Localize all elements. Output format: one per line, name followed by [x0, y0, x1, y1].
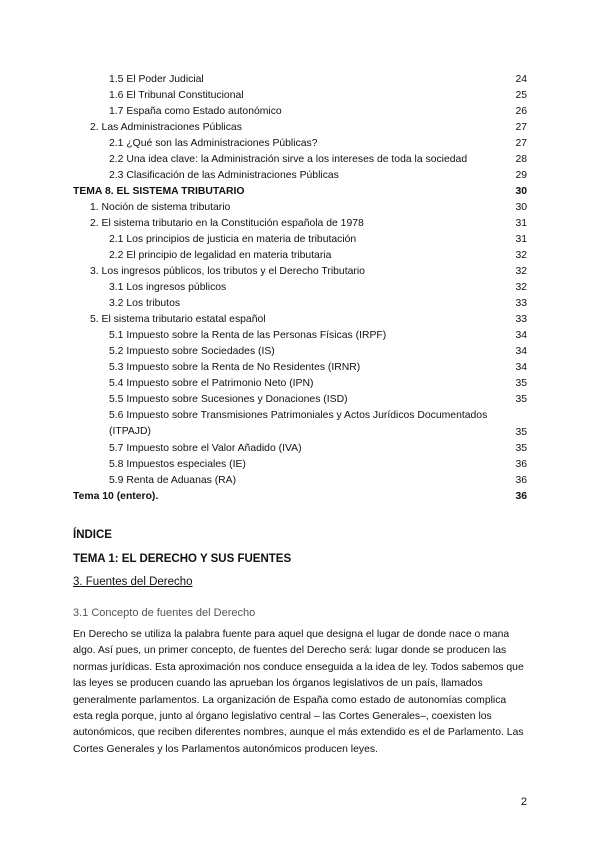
toc-entry-title: 3. Los ingresos públicos, los tributos y el Derecho Tributario	[90, 266, 365, 277]
toc-entry-page: 36	[515, 491, 527, 502]
toc-entry-title: 5.8 Impuestos especiales (IE)	[109, 459, 246, 470]
table-of-contents	[73, 72, 527, 505]
toc-entry	[73, 136, 527, 152]
toc-entry-title: 2.2 Una idea clave: la Administración sirve a los intereses de toda la sociedad	[109, 154, 468, 165]
toc-entry-page: 27	[515, 138, 527, 149]
toc-entry	[73, 360, 527, 376]
toc-entry	[73, 441, 527, 457]
toc-entry-title: 2.1 Los principios de justicia en materia de tributación	[109, 234, 357, 245]
toc-entry-title: 3.2 Los tributos	[109, 298, 181, 309]
toc-entry-page: 32	[515, 266, 527, 277]
toc-entry-page: 31	[515, 218, 527, 229]
toc-entry	[73, 168, 527, 184]
page-number: 2	[520, 796, 527, 808]
toc-entry-page: 34	[515, 362, 527, 373]
toc-entry-title: 5.7 Impuesto sobre el Valor Añadido (IVA)	[109, 443, 302, 454]
toc-entry-page: 25	[515, 90, 527, 101]
toc-entry	[73, 457, 527, 473]
toc-entry-title: 1.7 España como Estado autonómico	[109, 106, 282, 117]
toc-entry-title: 2. Las Administraciones Públicas	[90, 122, 242, 133]
toc-entry	[73, 392, 527, 408]
toc-entry-title: 2. El sistema tributario en la Constitución española de 1978	[90, 218, 364, 229]
toc-entry-title: 2.1 ¿Qué son las Administraciones Públicas?	[109, 138, 318, 149]
index-heading: ÍNDICE	[73, 529, 112, 541]
section-heading: 3. Fuentes del Derecho	[73, 576, 193, 588]
toc-entry-page: 33	[515, 298, 527, 309]
toc-entry	[73, 312, 527, 328]
toc-entry	[73, 408, 527, 441]
toc-entry	[73, 232, 527, 248]
toc-entry-page: 36	[515, 475, 527, 486]
toc-entry-title: 5.5 Impuesto sobre Sucesiones y Donaciones (ISD)	[109, 394, 348, 405]
toc-entry	[73, 248, 527, 264]
toc-entry	[73, 344, 527, 360]
toc-entry	[73, 104, 527, 120]
toc-entry-page: 28	[515, 154, 527, 165]
toc-entry-page: 27	[515, 122, 527, 133]
toc-entry	[73, 184, 527, 200]
toc-entry-page: 31	[515, 234, 527, 245]
toc-entry	[73, 489, 527, 505]
toc-entry-page: 35	[515, 394, 527, 405]
body-paragraph: En Derecho se utiliza la palabra fuente para aquel que designa el lugar de donde nace o mana algo. Así pues, un primer concepto, de fuentes del Derecho será: lugar donde se producen las normas jurídicas. Esta aproximación nos conduce enseguida a la idea de ley. Todos sabemos que las leyes se producen cuando las aprueban los órganos legislativos de un país, llamados generalmente parlamentos. La organización de España como estado de autonomías complica esta regla porque, junto al órgano legislativo central – las Cortes Generales–, coexisten los autonómicos, que reciben diferentes nombres, aunque el más extendido es el de Parlamento. Las Cortes Generales y los Parlamentos autonómicos producen leyes.	[73, 629, 524, 755]
toc-entry-title: Tema 10 (entero).	[73, 491, 159, 502]
toc-entry-page: 24	[515, 74, 527, 85]
toc-entry-title: TEMA 8. EL SISTEMA TRIBUTARIO	[73, 186, 245, 197]
toc-entry-title: 5.9 Renta de Aduanas (RA)	[109, 475, 237, 486]
toc-entry	[73, 216, 527, 232]
toc-entry-page: 26	[515, 106, 527, 117]
toc-entry-title: 5.4 Impuesto sobre el Patrimonio Neto (IPN)	[109, 378, 314, 389]
toc-entry-title: 1.5 El Poder Judicial	[109, 74, 204, 85]
toc-entry-page: 35	[515, 427, 527, 438]
toc-entry-page: 36	[515, 459, 527, 470]
toc-entry-title: 5.2 Impuesto sobre Sociedades (IS)	[109, 346, 275, 357]
toc-entry-page: 34	[515, 330, 527, 341]
toc-entry-title: 5.6 Impuesto sobre Transmisiones Patrimoniales y Actos Jurídicos Documentados (ITPAJD)	[109, 410, 488, 437]
toc-entry	[73, 72, 527, 88]
toc-entry-title: 5.1 Impuesto sobre la Renta de las Personas Físicas (IRPF)	[109, 330, 387, 341]
toc-entry-title: 5.3 Impuesto sobre la Renta de No Residentes (IRNR)	[109, 362, 361, 373]
toc-entry	[73, 473, 527, 489]
toc-entry-page: 32	[515, 250, 527, 261]
toc-entry-title: 1.6 El Tribunal Constitucional	[109, 90, 244, 101]
tema-heading: TEMA 1: EL DERECHO Y SUS FUENTES	[73, 553, 292, 565]
toc-entry	[73, 280, 527, 296]
toc-entry	[73, 328, 527, 344]
toc-entry	[73, 376, 527, 392]
toc-entry	[73, 152, 527, 168]
toc-entry-title: 3.1 Los ingresos públicos	[109, 282, 227, 293]
toc-entry	[73, 88, 527, 104]
subsection-heading: 3.1 Concepto de fuentes del Derecho	[73, 607, 256, 619]
toc-entry	[73, 264, 527, 280]
toc-entry	[73, 296, 527, 312]
toc-entry-title: 1. Noción de sistema tributario	[90, 202, 231, 213]
toc-entry-page: 32	[515, 282, 527, 293]
toc-entry-page: 33	[515, 314, 527, 325]
toc-entry-page: 30	[515, 202, 527, 213]
toc-entry-title: 2.3 Clasificación de las Administraciones Públicas	[109, 170, 339, 181]
toc-entry	[73, 200, 527, 216]
toc-entry-title: 5. El sistema tributario estatal español	[90, 314, 266, 325]
toc-entry-page: 29	[515, 170, 527, 181]
toc-entry-page: 30	[515, 186, 527, 197]
toc-entry-title: 2.2 El principio de legalidad en materia tributaria	[109, 250, 332, 261]
toc-entry-page: 34	[515, 346, 527, 357]
toc-entry-page: 35	[515, 443, 527, 454]
toc-entry-page: 35	[515, 378, 527, 389]
toc-entry	[73, 120, 527, 136]
